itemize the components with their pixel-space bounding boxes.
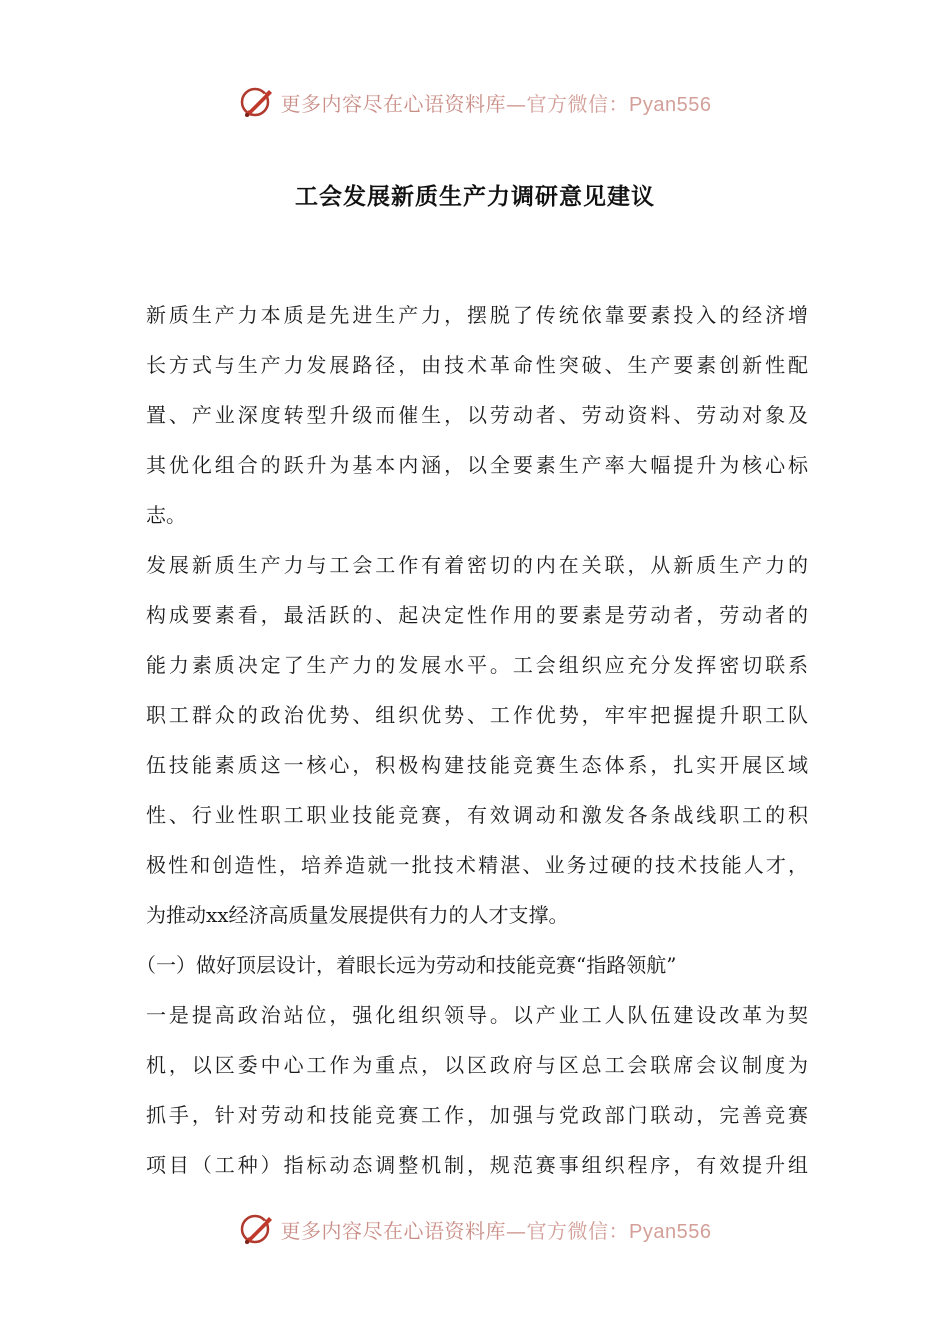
body-line: 为推动xx经济高质量发展提供有力的人才支撑。 bbox=[146, 903, 569, 927]
body-line: 其优化组合的跃升为基本内涵，以全要素生产率大幅提升为核心标 bbox=[146, 453, 808, 477]
body-line: 新质生产力本质是先进生产力，摆脱了传统依靠要素投入的经济增 bbox=[146, 303, 808, 327]
watermark-main: 更多内容尽在心语资料库 bbox=[280, 1218, 507, 1243]
watermark-text bbox=[281, 1215, 712, 1244]
body-line: 抓手，针对劳动和技能竞赛工作，加强与党政部门联动，完善竞赛 bbox=[146, 1103, 808, 1127]
watermark-text bbox=[281, 88, 712, 117]
watermark-wechat: 官方微信： bbox=[526, 1218, 630, 1243]
document-title: 工会发展新质生产力调研意见建议 bbox=[295, 184, 655, 210]
watermark-id: Pyan556 bbox=[629, 1220, 712, 1243]
document-body bbox=[136, 290, 808, 1190]
watermark-main: 更多内容尽在心语资料库 bbox=[280, 91, 507, 116]
body-line: 极性和创造性，培养造就一批技术精湛、业务过硬的技术技能人才， bbox=[146, 853, 808, 877]
watermark-id: Pyan556 bbox=[629, 93, 712, 116]
body-line: 长方式与生产力发展路径，由技术革命性突破、生产要素创新性配 bbox=[146, 353, 808, 377]
body-line: 机，以区委中心工作为重点，以区政府与区总工会联席会议制度为 bbox=[146, 1053, 808, 1077]
body-line: 构成要素看，最活跃的、起决定性作用的要素是劳动者，劳动者的 bbox=[146, 603, 808, 627]
body-line: 一是提高政治站位，强化组织领导。以产业工人队伍建设改革为契 bbox=[146, 1003, 808, 1027]
body-line: 项目（工种）指标动态调整机制，规范赛事组织程序，有效提升组 bbox=[146, 1153, 808, 1177]
quill-pen-logo-icon bbox=[239, 1211, 275, 1247]
header-watermark bbox=[0, 82, 950, 122]
body-line: 伍技能素质这一核心，积极构建技能竞赛生态体系，扎实开展区域 bbox=[146, 753, 808, 777]
watermark-wechat: 官方微信： bbox=[526, 91, 630, 116]
section-heading: （一）做好顶层设计，着眼长远为劳动和技能竞赛“指路领航” bbox=[136, 953, 677, 977]
body-line: 性、行业性职工职业技能竞赛，有效调动和激发各条战线职工的积 bbox=[146, 803, 808, 827]
body-line: 发展新质生产力与工会工作有着密切的内在关联，从新质生产力的 bbox=[146, 553, 808, 577]
body-line: 志。 bbox=[146, 503, 186, 527]
body-line: 能力素质决定了生产力的发展水平。工会组织应充分发挥密切联系 bbox=[146, 653, 808, 677]
body-line: 职工群众的政治优势、组织优势、工作优势，牢牢把握提升职工队 bbox=[146, 703, 808, 727]
watermark-sep: — bbox=[506, 91, 527, 116]
watermark-sep: — bbox=[506, 1218, 527, 1243]
footer-watermark bbox=[0, 1209, 950, 1249]
quill-pen-logo-icon bbox=[239, 84, 275, 120]
body-line: 置、产业深度转型升级而催生，以劳动者、劳动资料、劳动对象及 bbox=[146, 403, 808, 427]
